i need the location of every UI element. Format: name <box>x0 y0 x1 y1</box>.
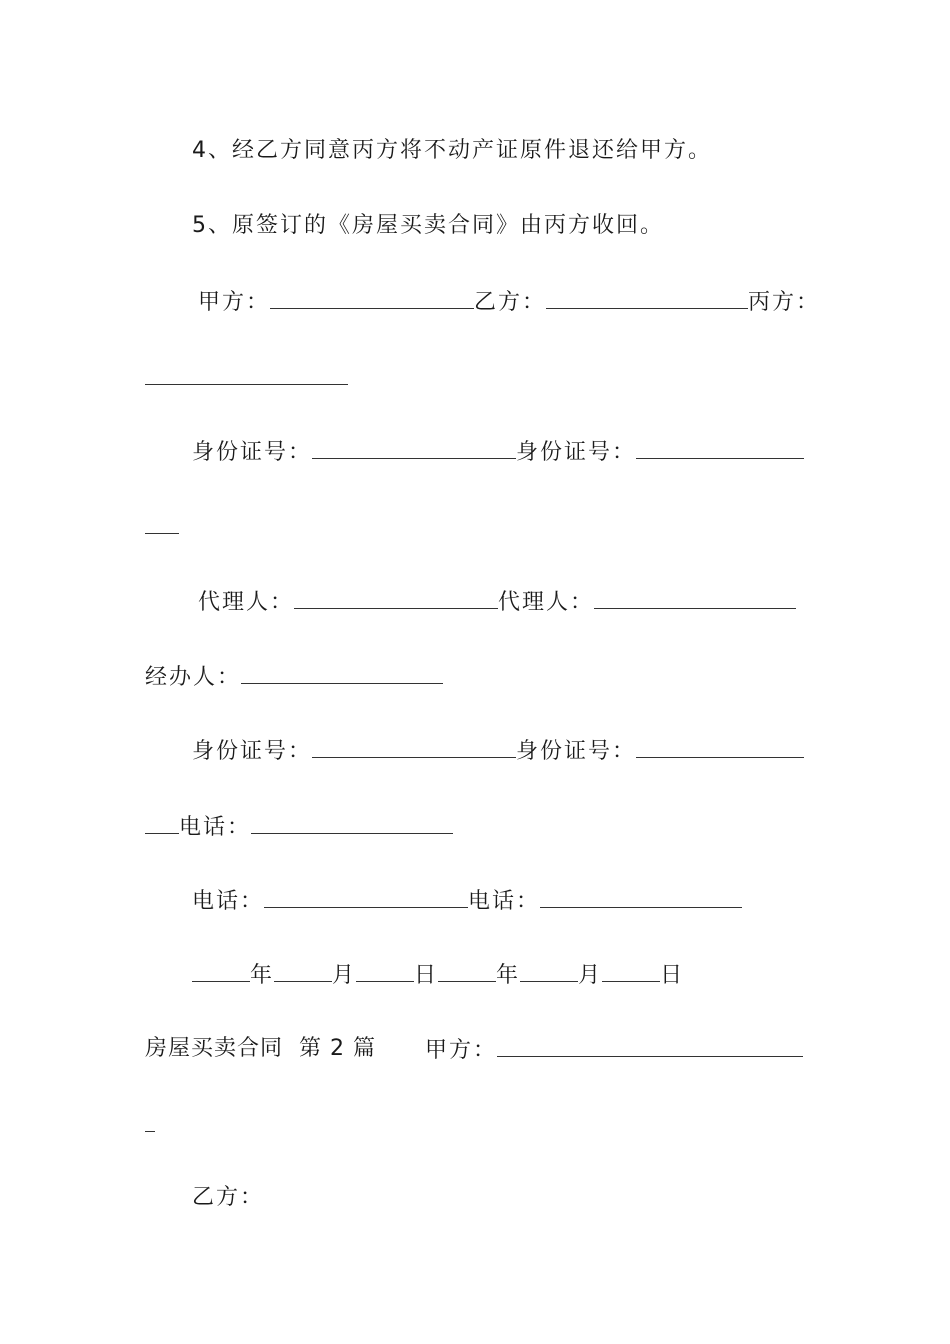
id-blank-d[interactable] <box>636 735 804 758</box>
party-b-label: 乙方： <box>474 290 547 315</box>
section-2-party-a-blank-tail[interactable] <box>145 1109 155 1132</box>
year-label-a: 年 <box>250 963 275 988</box>
id-blank-d-tail[interactable] <box>145 811 179 834</box>
day-label-a: 日 <box>414 963 439 988</box>
day-label-b: 日 <box>660 963 685 988</box>
party-c-label: 丙方： <box>748 290 821 315</box>
id-blank-b-tail[interactable] <box>145 511 179 534</box>
section-2-heading: 房屋买卖合同 第 2 篇 <box>145 1036 376 1061</box>
phone-blank-c[interactable] <box>251 811 453 834</box>
id-blank-a[interactable] <box>312 436 516 459</box>
month-label-a: 月 <box>332 963 357 988</box>
agent-label-b: 代理人： <box>498 590 595 615</box>
year-blank-b[interactable] <box>438 959 496 982</box>
handler-blank[interactable] <box>241 661 443 684</box>
party-a-blank[interactable] <box>270 286 474 309</box>
month-blank-a[interactable] <box>274 959 332 982</box>
party-c-blank[interactable] <box>145 362 348 385</box>
phone-label-c: 电话： <box>179 815 252 840</box>
phone-line <box>192 885 742 917</box>
phone-blank-a[interactable] <box>264 885 468 908</box>
day-blank-a[interactable] <box>356 959 414 982</box>
id-blank-b[interactable] <box>636 436 804 459</box>
id-label-c: 身份证号： <box>192 739 313 764</box>
id-number-line-2 <box>192 735 804 767</box>
section-2-party-a-label: 甲方： <box>425 1038 498 1063</box>
phone-blank-b[interactable] <box>540 885 742 908</box>
section-2-party-b-label: 乙方： <box>192 1185 265 1210</box>
agent-blank-b[interactable] <box>594 586 796 609</box>
id-number-line-1 <box>192 436 804 468</box>
id-blank-c[interactable] <box>312 735 516 758</box>
section-2-party-a-continuation <box>145 1109 155 1141</box>
month-label-b: 月 <box>578 963 603 988</box>
month-blank-b[interactable] <box>520 959 578 982</box>
id-label-d: 身份证号： <box>516 739 637 764</box>
agent-line <box>198 586 796 618</box>
phone-label-b: 电话： <box>468 889 541 914</box>
agent-blank-a[interactable] <box>294 586 498 609</box>
clause-5: 5、原签订的《房屋买卖合同》由丙方收回。 <box>192 213 664 238</box>
id-continuation-phone-line <box>145 811 453 843</box>
id-label-a: 身份证号： <box>192 440 313 465</box>
id-blank-continuation-1 <box>145 511 179 543</box>
party-signature-line <box>198 286 820 318</box>
handler-line <box>145 661 443 693</box>
phone-label-a: 电话： <box>192 889 265 914</box>
id-label-b: 身份证号： <box>516 440 637 465</box>
year-label-b: 年 <box>496 963 521 988</box>
section-2-party-a-blank[interactable] <box>497 1034 803 1057</box>
clause-4: 4、经乙方同意丙方将不动产证原件退还给甲方。 <box>192 138 712 163</box>
section-2-party-a-line <box>425 1034 803 1066</box>
year-blank-a[interactable] <box>192 959 250 982</box>
party-a-label: 甲方： <box>198 290 271 315</box>
date-line <box>192 959 684 991</box>
party-b-blank[interactable] <box>546 286 748 309</box>
agent-label-a: 代理人： <box>198 590 295 615</box>
party-c-blank-line <box>145 362 348 394</box>
day-blank-b[interactable] <box>602 959 660 982</box>
handler-label: 经办人： <box>145 665 242 690</box>
